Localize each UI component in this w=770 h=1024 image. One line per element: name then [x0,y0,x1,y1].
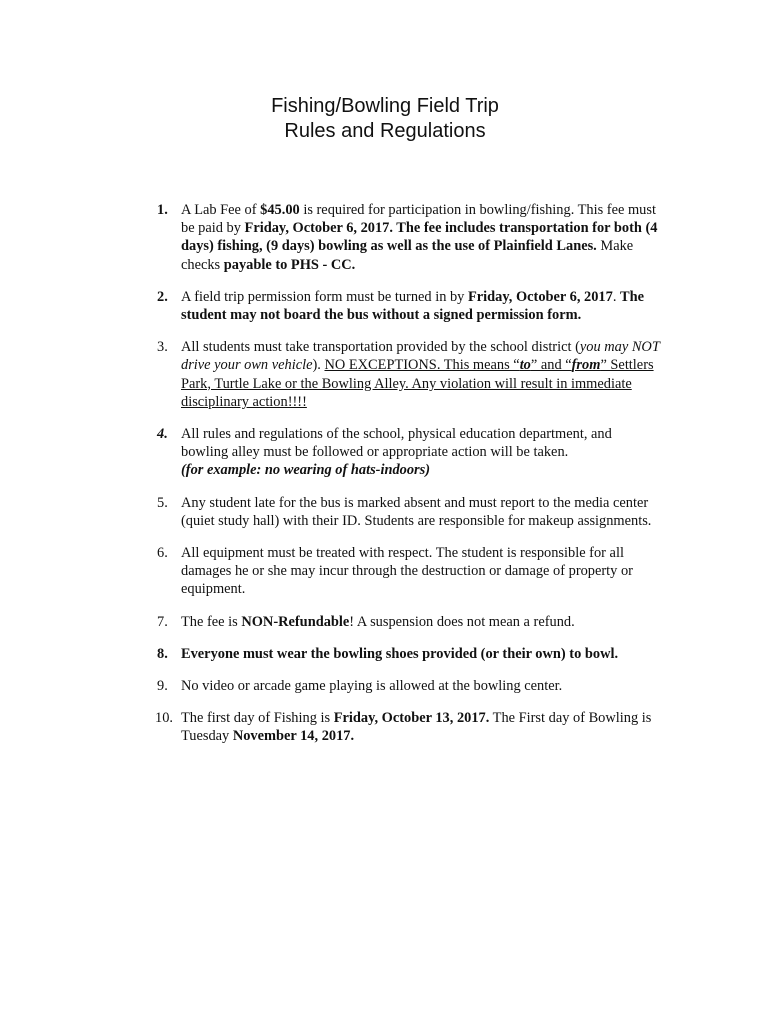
rule-number: 6. [157,545,168,562]
rule-item-1 [157,201,661,274]
title-line-1: Fishing/Bowling Field Trip [271,95,499,117]
rule-text: A Lab Fee of $45.00 is required for participation in bowling/fishing. This fee must be paid by Friday, October 6, 2017. The fee includes transportation for both (4 days) fishing, (9 days) bowling as well as the use of Plainfield Lanes. Make checks payable to PHS - CC. [181,202,658,273]
rule-item-3 [157,338,661,411]
rule-item-5 [157,494,661,530]
rule-text: No video or arcade game playing is allowed at the bowling center. [181,678,563,695]
rule-number: 8. [157,645,168,662]
rule-text: A field trip permission form must be turned in by Friday, October 6, 2017. The student may not board the bus without a signed permission form. [181,288,645,324]
rule-number: 3. [157,339,168,356]
rule-number: 2. [157,288,168,305]
rules-list [155,201,661,760]
rule-number: 9. [157,678,168,695]
rule-item-10 [155,709,661,745]
rule-item-6 [157,544,661,599]
rule-text: Any student late for the bus is marked absent and must report to the media center (quiet study hall) with their ID. Students are responsible for makeup assignments. [181,494,652,529]
rule-number: 1. [157,202,168,218]
rule-item-8 [157,645,661,663]
rule-text: All rules and regulations of the school, physical education department, and bowling alley must be followed or appropriate action will be taken. (for example: no wearing of hats-indoors) [181,426,612,479]
rule-item-4 [157,425,661,480]
title-line-2: Rules and Regulations [284,120,486,142]
rule-text: All students must take transportation provided by the school district (you may NOT drive your own vehicle). NO EXCEPTIONS. This means “to” and “from” Settlers Park, Turtle Lake or the Bowling Alley. Any violation will result in immediate disciplinary action!!!! [181,339,660,410]
rule-text: All equipment must be treated with respect. The student is responsible for all damages he or she may incur through the destruction or damage of property or equipment. [181,545,633,598]
rule-number: 4. [157,426,168,443]
rule-text: The first day of Fishing is Friday, October 13, 2017. The First day of Bowling is Tuesday November 14, 2017. [181,710,652,745]
rule-text: Everyone must wear the bowling shoes provided (or their own) to bowl. [181,645,619,662]
rule-item-9 [157,677,661,695]
rule-number: 5. [157,494,168,511]
rule-text: The fee is NON-Refundable! A suspension does not mean a refund. [181,613,575,630]
page-title [0,94,770,144]
rule-number: 10. [155,710,173,727]
rule-item-2 [157,288,661,324]
rule-number: 7. [157,613,168,630]
rule-item-7 [157,613,661,631]
